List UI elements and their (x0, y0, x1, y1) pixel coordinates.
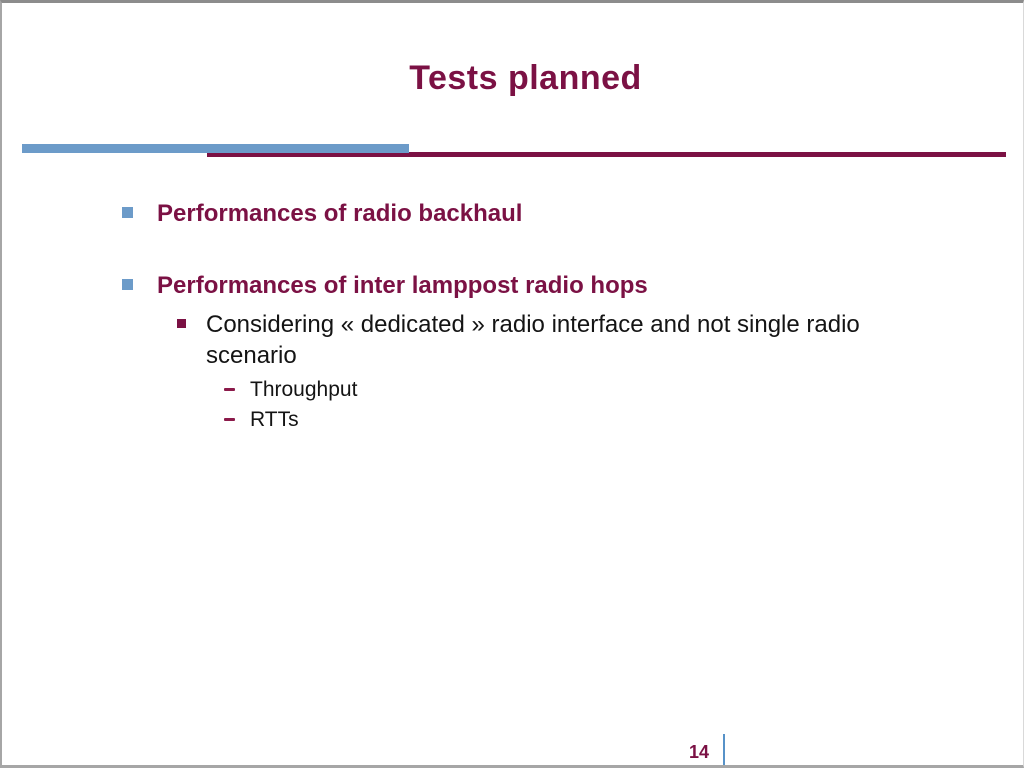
title-divider-blue-bar (22, 144, 409, 153)
maroon-dash-icon (224, 388, 235, 391)
dash-item-text: Throughput (250, 378, 358, 401)
page-number: 14 (689, 742, 710, 762)
dash-item-text: RTTs (250, 408, 299, 431)
dash-item-rtts (224, 408, 299, 431)
blue-square-bullet-icon (122, 207, 133, 218)
sub-bullet-text: Considering « dedicated » radio interface and not single radio scenario (206, 311, 860, 369)
blue-square-bullet-icon (122, 279, 133, 290)
bullet-text: Performances of radio backhaul (157, 200, 523, 227)
slide-title: Tests planned (409, 59, 642, 97)
maroon-square-bullet-icon (177, 319, 186, 328)
dash-item-throughput (224, 378, 357, 401)
bullet-item-lamppost-hops (122, 272, 648, 300)
sub-bullet-item-considering (177, 309, 916, 371)
bullet-item-radio-backhaul (122, 200, 522, 228)
maroon-dash-icon (224, 418, 235, 421)
bullet-text: Performances of inter lamppost radio hops (157, 272, 648, 299)
footer-divider-line (723, 734, 725, 768)
